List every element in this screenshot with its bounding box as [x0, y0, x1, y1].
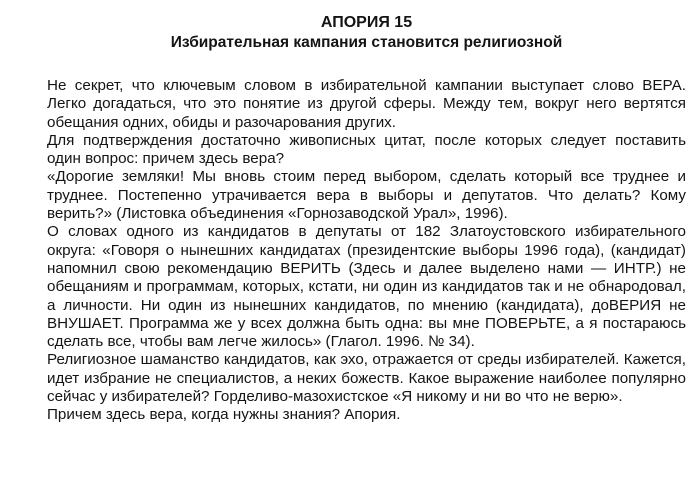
page-title: АПОРИЯ 15	[320, 14, 413, 31]
paragraph-5: Религиозное шаманство кандидатов, как эхо, отражается от среды избирателей. Кажется, идет избрание не специалистов, а неких божеств. Какое выражение наиболее популярно сейчас у избирателей? Горделиво-мазохистское «Я никому и ни во что не верю».	[47, 351, 686, 406]
paragraph-2: Для подтверждения достаточно живописных цитат, после которых следует поставить один вопрос: причем здесь вера?	[47, 131, 686, 168]
paragraph-3: «Дорогие земляки! Мы вновь стоим перед выбором, сделать который все труднее и труднее. Постепенно утрачивается вера в выборы и депутатов. Что делать? Кому верить?» (Листовка объединения «Горнозаводской Урал», 1996).	[47, 168, 686, 223]
paragraph-6: Причем здесь вера, когда нужны знания? Апория.	[47, 406, 401, 424]
paragraph-1: Не секрет, что ключевым словом в избирательной кампании выступает слово ВЕРА. Легко догадаться, что это понятие из другой сферы. Между тем, вокруг него вертятся обещания одних, обиды и разочарования других.	[47, 77, 686, 131]
page-subtitle: Избирательная кампания становится религиозной	[170, 34, 563, 51]
paragraph-4: О словах одного из кандидатов в депутаты от 182 Златоустовского избирательного округа: «Говоря о нынешних кандидатах (президентские выборы 1996 года), (кандидат) напомнил свою рекомендацию ВЕРИТЬ (Здесь и далее выделено нами — ИНТР.) не обещаниям и программам, которых, кстати, ни один из кандидатов так и не обнародовал, а личности. Ни один из нынешних кандидатов, по мнению (кандидата), доВЕРИЯ не ВНУШАЕТ. Программа же у всех должна быть одна: вы мне ПОВЕРЬТЕ, а я постараюсь сделать все, чтобы вам легче жилось» (Глагол. 1996. № 34).	[47, 223, 686, 351]
